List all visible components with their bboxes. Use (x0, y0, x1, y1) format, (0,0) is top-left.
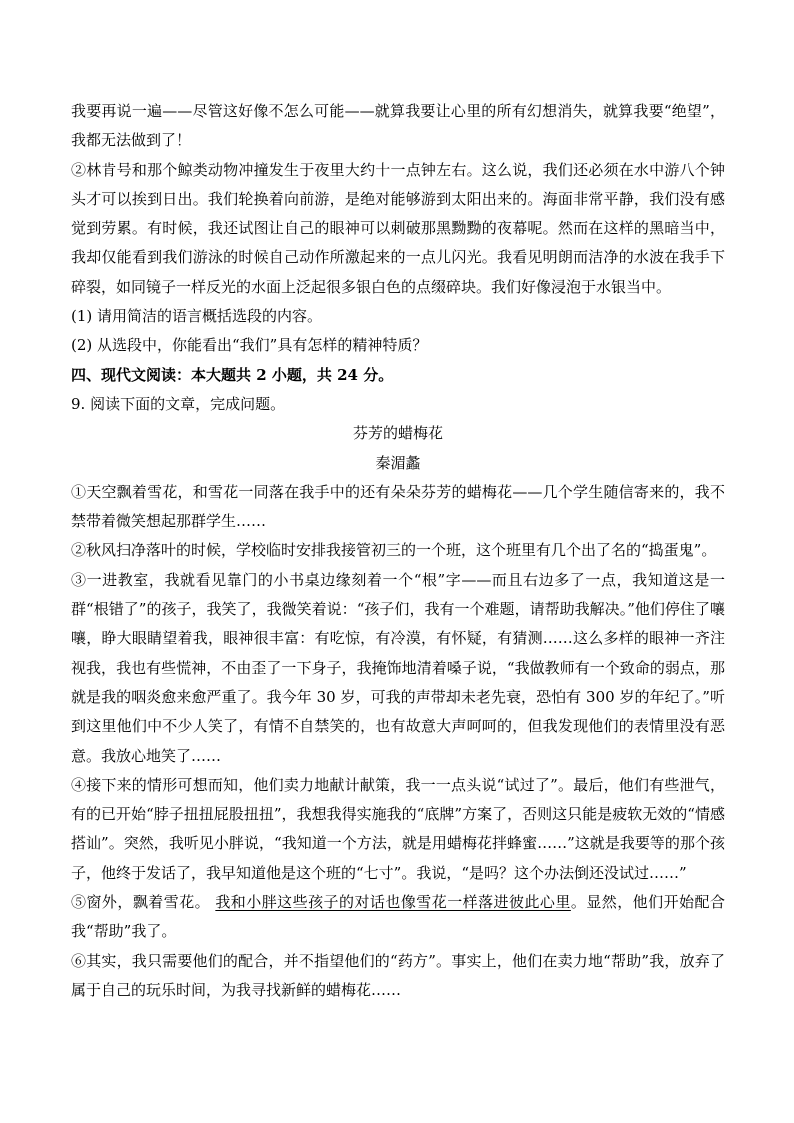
article-paragraph-2: ②秋风扫净落叶的时候，学校临时安排我接管初三的一个班，这个班里有几个出了名的“捣蛋鬼”。 (71, 541, 717, 560)
article-paragraph-4: ④接下来的情形可想而知，他们卖力地献计献策，我一一点头说“试过了”。最后，他们有些泄气，有的已开始“脖子扭扭屁股扭扭”，我想我得实施我的“底牌”方案了，否则这只能是疲软无效的“情感搭讪”。突然，我听见小胖说，“我知道一个方法，就是用蜡梅花拌蜂蜜……”这就是我要等的那个孩子，他终于发话了，我早知道他是这个班的“七寸”。我说，“是吗？这个办法倒还没试过……” (71, 775, 725, 882)
paragraph-5-start: ⑤窗外，飘着雪花。 (71, 893, 211, 912)
document-body (71, 97, 725, 1005)
article-paragraph-5 (71, 888, 725, 947)
article-paragraph-6: ⑥其实，我只需要他们的配合，并不指望他们的“药方”。事实上，他们在卖力地“帮助”我，放弃了属于自己的玩乐时间，为我寻找新鲜的蜡梅花…… (71, 951, 725, 999)
question-9-instruction: 9. 阅读下面的文章，完成问题。 (71, 394, 286, 413)
paragraph-5-end: 。显然，他们开始配合我“帮助”我了。 (71, 893, 725, 941)
question-2: (2) 从选段中，你能看出“我们”具有怎样的精神特质？ (71, 336, 428, 355)
article-paragraph-1: ①天空飘着雪花，和雪花一同落在我手中的还有朵朵芬芳的蜡梅花——几个学生随信寄来的，我不禁带着微笑想起那群学生…… (71, 482, 725, 531)
paragraph-excerpt-intro: 我要再说一遍——尽管这好像不怎么可能——就算我要让心里的所有幻想消失，就算我要“绝望”，我都无法做到了！ (71, 102, 725, 150)
article-author: 秦湄蠡 (375, 453, 421, 472)
article-paragraph-3: ③一进教室，我就看见靠门的小书桌边缘刻着一个“根”字——而且右边多了一点，我知道这是一群“根错了”的孩子，我笑了，我微笑着说：“孩子们，我有一个难题，请帮助我解决。”他们停住了嚷嚷，睁大眼睛望着我，眼神很丰富：有吃惊，有冷漠，有怀疑，有猜测……这么多样的眼神一齐注视我，我也有些慌神，不由歪了一下身子，我掩饰地清着嗓子说，“我做教师有一个致命的弱点，那就是我的咽炎愈来愈严重了。我今年 30 岁，可我的声带却未老先衰，恐怕有 300 岁的年纪了。”听到这里他们中不少人笑了，有情不自禁笑的，也有故意大声呵呵的，但我发现他们的表情里没有恶意。我放心地笑了…… (71, 570, 725, 765)
section-heading: 四、现代文阅读：本大题共 2 小题，共 24 分。 (71, 365, 394, 384)
question-1: (1) 请用简洁的语言概括选段的内容。 (71, 307, 323, 326)
underlined-sentence: 我和小胖这些孩子的对话也像雪花一样落进彼此心里 (215, 893, 571, 912)
paragraph-excerpt-2: ②林肯号和那个鲸类动物冲撞发生于夜里大约十一点钟左右。这么说，我们还必须在水中游八个钟头才可以挨到日出。我们轮换着向前游，是绝对能够游到太阳出来的。海面非常平静，我们没有感觉到劳累。有时候，我还试图让自己的眼神可以刺破那黑黝黝的夜幕呢。然而在这样的黑暗当中，我却仅能看到我们游泳的时候自己动作所激起来的一点儿闪光。我看见明朗而洁净的水波在我手下碎裂，如同镜子一样反光的水面上泛起很多银白色的点缀碎块。我们好像浸泡于水银当中。 (71, 160, 725, 296)
article-title: 芬芳的蜡梅花 (352, 424, 443, 443)
